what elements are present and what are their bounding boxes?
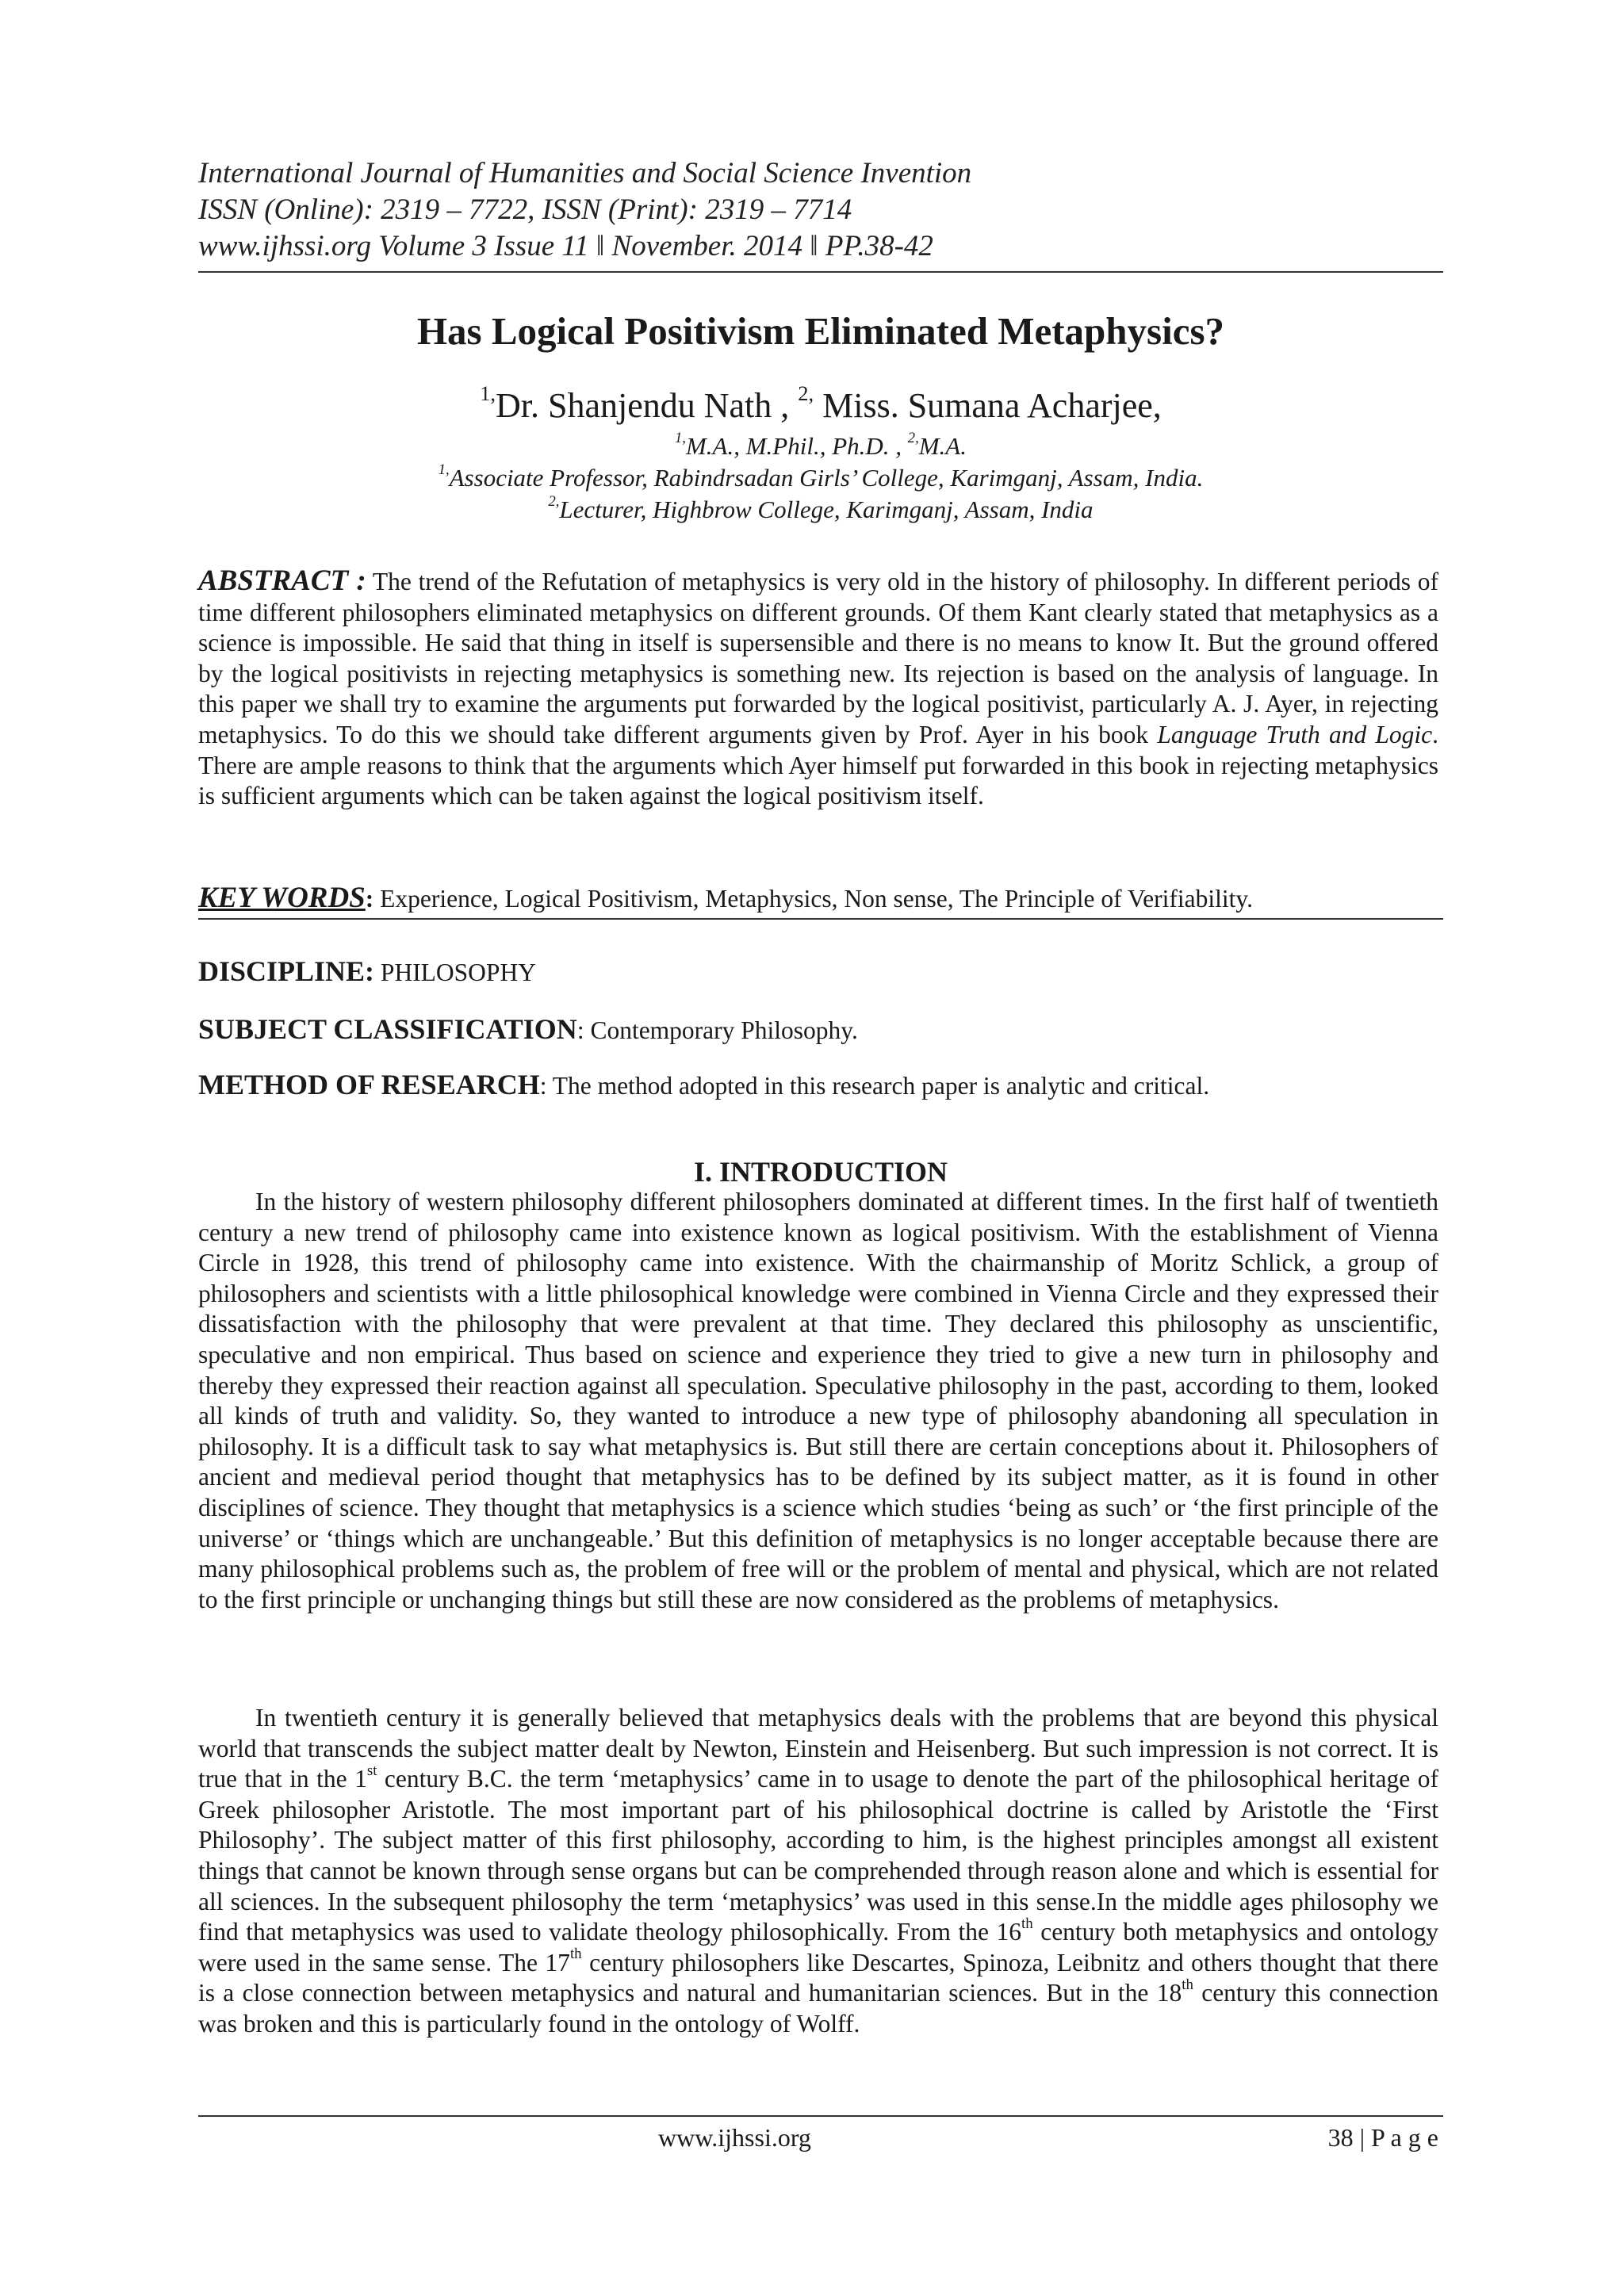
header-rule (198, 271, 1443, 273)
affiliation-2 (198, 494, 1443, 526)
affil1-sup: 1, (438, 461, 450, 478)
method-label: METHOD OF RESEARCH (198, 1069, 540, 1100)
footer-site: www.ijhssi.org (658, 2123, 811, 2152)
section-heading: I. INTRODUCTION (693, 1156, 948, 1188)
intro-paragraph-2 (198, 1703, 1438, 2040)
method-line (198, 1069, 1443, 1102)
keywords-colon: : (365, 885, 374, 913)
para2-s3: th (569, 1946, 582, 1963)
journal-header (198, 155, 1443, 265)
author1-sup: 1, (480, 381, 496, 406)
para1-text: In the history of western philosophy different philosophers dominated at different times. In the first half of twentieth century a new trend of philosophy came into existence known as logical positivism. With the establishment of Vienna Circle in 1928, this trend of philosophy came into existence. With the chairmanship of Moritz Schlick, a group of philosophers and scientists with a little philosophical knowledge were combined in Vienna Circle and they expressed their dissatisfaction with the philosophy that were prevalent at that time. They declared this philosophy as unscientific, speculative and non empirical. Thus based on science and experience they tried to give a new turn in philosophy and thereby they expressed their reaction against all speculation. Speculative philosophy in the past, according to them, looked all kinds of truth and validity. So, they wanted to introduce a new type of philosophy abandoning all speculation in philosophy. It is a difficult task to say what metaphysics is. But still there are certain conceptions about it. Philosophers of ancient and medieval period thought that metaphysics has to be defined by its subject matter, as it is found in other disciplines of science. They thought that metaphysics is a science which studies ‘being as such’ or ‘the first principle of the universe’ or ‘things which are unchangeable.’ But this definition of metaphysics is no longer acceptable because there are many philosophical problems such as, the problem of free will or the problem of mental and physical, which are not related to the first principle or unchanging things but still these are now considered as the problems of metaphysics. (198, 1188, 1438, 1613)
para2-text (198, 1703, 1438, 2040)
para2-s1: st (366, 1762, 377, 1779)
discipline-value: PHILOSOPHY (374, 959, 536, 986)
para2-t5: century this connection was broken and this is particularly found in the ontology of Wolff. (198, 1979, 1438, 2038)
keywords (198, 883, 1438, 915)
discipline-label: DISCIPLINE: (198, 955, 375, 987)
degrees2: M.A. (918, 432, 967, 460)
affil1-text: Associate Professor, Rabindrsadan Girls’ College, Karimganj, Assam, India. (449, 464, 1204, 492)
discipline-line (198, 955, 1443, 989)
para2-s2: th (1021, 1915, 1033, 1932)
author2-name: Miss. Sumana Acharjee, (822, 386, 1162, 425)
journal-issn: ISSN (Online): 2319 – 7722, ISSN (Print): 2319 – 7714 (198, 193, 852, 226)
para2-t4: century philosophers like Descartes, Spinoza, Leibnitz and others thought that there is a close connection between metaphysics and natural and humanitarian sciences. But in the 18 (198, 1948, 1438, 2007)
degrees-sup2: 2, (907, 429, 919, 446)
intro-paragraph-1 (198, 1187, 1438, 1615)
para2-t2: century B.C. the term ‘metaphysics’ came in to usage to denote the part of the philosophical heritage of Greek philosopher Aristotle. The most important part of his philosophical doctrine is called by Aristotle the ‘First Philosophy’. The subject matter of this first philosophy, according to him, is the highest principles amongst all existent things that cannot be known through sense organs but can be comprehended through reason alone and which is essential for all sciences. In the subsequent philosophy the term ‘metaphysics’ was used in this sense.In the middle ages philosophy we find that metaphysics was used to validate theology philosophically. From the 16 (198, 1765, 1438, 1946)
affil2-sup: 2, (548, 492, 560, 510)
author1-name: Dr. Shanjendu Nath , (496, 386, 790, 425)
affil2-text: Lecturer, Highbrow College, Karimganj, Assam, India (559, 496, 1094, 523)
para2-t3: century both metaphysics and ontology were used in the same sense. The 17 (198, 1918, 1438, 1976)
keywords-label: KEY WORDS (198, 882, 366, 914)
abstract-label: ABSTRACT : (198, 564, 366, 597)
footer-page-number: 38 | P a g e (1327, 2123, 1438, 2152)
para2-t1: In twentieth century it is generally believed that metaphysics deals with the problems that are beyond this physical world that transcends the subject matter dealt by Newton, Einstein and Heisenberg. But such impression is not correct. It is true that in the 1 (198, 1704, 1438, 1793)
degrees-sup1: 1, (675, 429, 686, 446)
subject-line (198, 1013, 1443, 1047)
abstract-text-2: . There are ample reasons to think that the arguments which Ayer himself put forwarded in this book in rejecting metaphysics is sufficient arguments which can be taken against the logical positivism itself. (198, 720, 1438, 810)
abstract (198, 566, 1438, 812)
subject-label: SUBJECT CLASSIFICATION (198, 1013, 577, 1045)
book-title: Language Truth and Logic (1157, 720, 1433, 748)
journal-issue: www.ijhssi.org Volume 3 Issue 11 ǁ November. 2014 ǁ PP.38-42 (198, 230, 933, 262)
affiliation-1 (198, 462, 1443, 494)
keywords-text: Experience, Logical Positivism, Metaphysics, Non sense, The Principle of Verifiability. (373, 885, 1253, 913)
keywords-rule (198, 918, 1443, 920)
method-value: : The method adopted in this research paper is analytic and critical. (539, 1072, 1210, 1100)
paper-title: Has Logical Positivism Eliminated Metaphysics? (416, 309, 1225, 353)
degrees1: M.A., M.Phil., Ph.D. , (685, 432, 902, 460)
footer-rule (198, 2115, 1443, 2117)
author-degrees (198, 430, 1443, 462)
abstract-text-1: The trend of the Refutation of metaphysics is very old in the history of philosophy. In different periods of time different philosophers eliminated metaphysics on different grounds. Of them Kant clearly stated that metaphysics as a science is impossible. He said that thing in itself is supersensible and there is no means to know It. But the ground offered by the logical positivists in rejecting metaphysics is something new. Its rejection is based on the analysis of language. In this paper we shall try to examine the arguments put forwarded by the logical positivist, particularly A. J. Ayer, in rejecting metaphysics. To do this we should take different arguments given by Prof. Ayer in his book (198, 568, 1439, 748)
subject-value: : Contemporary Philosophy. (576, 1016, 858, 1044)
author2-sup: 2, (798, 381, 814, 406)
journal-name: International Journal of Humanities and Social Science Invention (198, 157, 972, 189)
para2-s4: th (1182, 1976, 1193, 1994)
author-line (198, 381, 1443, 427)
